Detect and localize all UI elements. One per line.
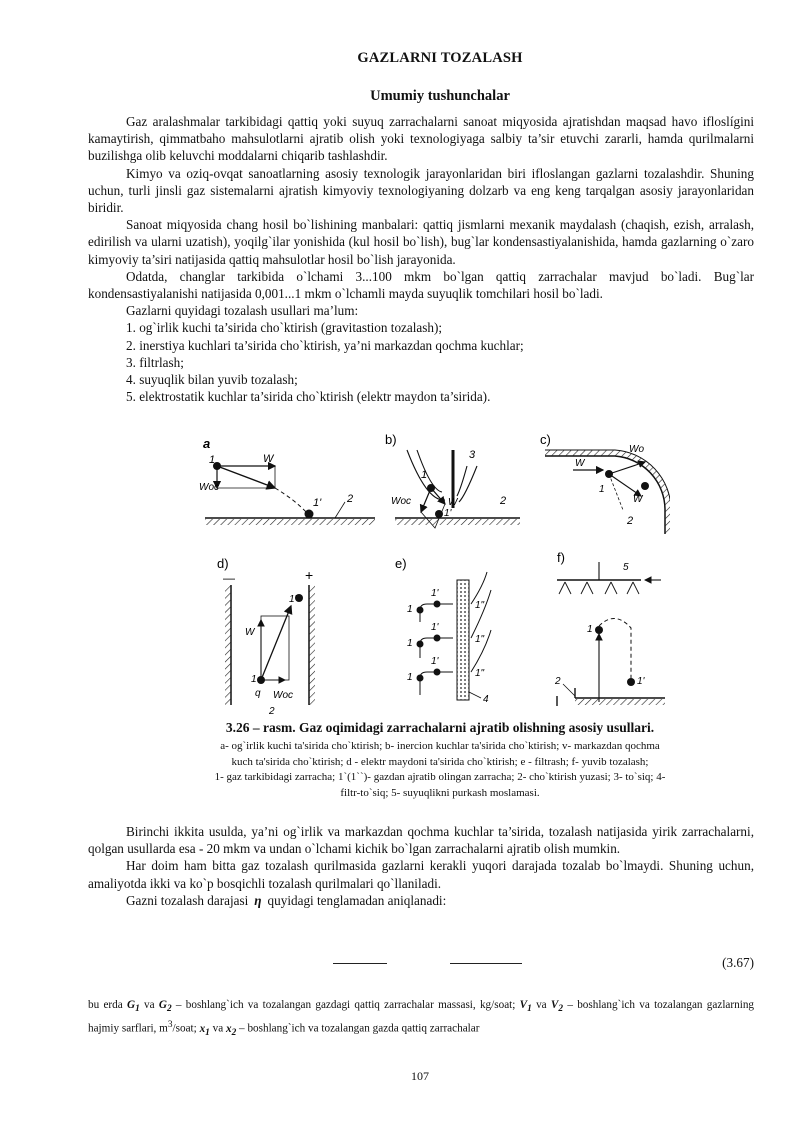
panel-c-centrifugal — [540, 432, 670, 534]
panel-a-gravity — [199, 436, 375, 525]
text: – boshlang`ich va tozalangan gazlarning hajmiy sarflari, m — [88, 999, 755, 1035]
section-title: Umumiy tushunchalar — [370, 88, 510, 104]
intro-text — [88, 113, 754, 405]
paragraph: Sanoat miqyosida chang hosil bo`lishining manbalari: qattiq jismlarni mexanik maydalash (chaqish, ezish, arralash, edirilish va ularni uzatish), yoqilg`ilar yonishida (kul hosil bo`lish), bug`lar kondensastiyalanishida, hamda gazlarning o`zaro kimyoviy ta’siri natijasida qattiq mahsulotlar hosil bo`lish jarayonida. — [88, 217, 754, 267]
fraction-line — [333, 963, 387, 964]
method-item: 1. og`irlik kuchi ta’sirida cho`ktirish (gravitastion tozalash); — [126, 320, 443, 336]
symbol-w: W — [263, 453, 274, 465]
text: va — [209, 1022, 226, 1035]
panel-d-electrostatic — [217, 556, 315, 715]
paragraph: Kimyo va oziq-ovqat sanoatlarning asosiy texnologik jarayonlaridan biri ifloslangan gazlarni tozalashdir. Shuning uchun, turli jinsli gaz sistemalarni ajratish kimyoviy texnologiyaning dolzarb va eng keng tarqalgan asosiy jarayonlaridan biridir. — [88, 165, 754, 216]
variable-definitions — [88, 997, 754, 1041]
var-x2: $x_2$ — [225, 1022, 237, 1039]
panel-e-filtration — [395, 556, 491, 705]
separation-methods-figure — [195, 430, 670, 715]
symbol-1-dprime: 1" — [475, 668, 485, 679]
method-item: 3. filtrlash; — [126, 354, 184, 370]
var-v2: $V_2$ — [550, 999, 564, 1015]
symbol-1-prime: 1' — [289, 594, 297, 605]
text: va — [139, 999, 159, 1011]
figure-caption-title: 3.26 – rasm. Gaz oqimidagi zarrachalarni ajratib olishning asosiy usullari. — [225, 720, 655, 735]
panel-f-wet-scrubbing — [554, 550, 665, 706]
panel-label: a — [203, 436, 211, 451]
symbol-2: 2 — [269, 706, 275, 715]
caption-line: 1- gaz tarkibidagi zarracha; 1`(1``)- gazdan ajratib olingan zarracha; 2- cho`ktirish yuzasi; 3- to`siq; 4- — [214, 771, 666, 784]
var-g2: $G_2$ — [158, 999, 172, 1015]
method-item: 2. inerstiya kuchlari ta’sirida cho`ktirish, ya’ni markazdan qochma kuchlar; — [126, 337, 524, 353]
page-title: GAZLARNI TOZALASH — [357, 50, 523, 66]
caption-line: filtr-to`siq; 5- suyuqlikni purkash moslamasi. — [340, 786, 540, 799]
page-number: 107 — [411, 1069, 429, 1083]
panel-label: f) — [557, 550, 565, 565]
symbol-wo: Wo — [629, 444, 644, 455]
var-x1: $x_1$ — [199, 1022, 210, 1039]
conclusion-text — [88, 823, 754, 909]
symbol-1-prime: 1' — [444, 508, 452, 519]
equation-3-67 — [88, 955, 754, 977]
var-v1: $V_1$ — [519, 999, 532, 1015]
method-item: 5. elektrostatik kuchlar ta’sirida cho`ktirish (elektr maydon ta’sirida). — [126, 389, 491, 405]
panel-label: e) — [395, 556, 407, 571]
symbol-1: 1 — [209, 454, 216, 466]
symbol-2: 2 — [347, 493, 354, 505]
symbol-1-dprime: 1" — [475, 634, 485, 645]
symbol-1-prime: 1' — [431, 656, 439, 667]
symbol-woc: Woc — [199, 482, 219, 493]
eta-symbol: η — [254, 892, 262, 908]
symbol-w: W — [633, 494, 643, 505]
symbol-4: 4 — [483, 694, 489, 705]
symbol-1: 1 — [421, 469, 428, 481]
paragraph: Birinchi ikkita usulda, ya’ni og`irlik va markazdan qochma kuchlar ta’sirida, tozalash natijasida yirik zarrachalarni, qolgan usullarda esa - 20 mkm va undan o`lchami kichik bo`lgan zarrachalarni ajratib olish mumkin. — [88, 824, 754, 857]
symbol-w: W — [448, 497, 458, 508]
symbol-w: W — [245, 627, 255, 638]
symbol-1-prime: 1' — [313, 497, 322, 509]
symbol-1: 1 — [407, 604, 413, 615]
symbol-q: q — [255, 688, 261, 699]
figure-caption-description — [150, 739, 730, 801]
caption-line: kuch ta'sirida cho`ktirish; d - elektr maydoni ta'sirida cho`ktirish; e - filtrash; f- yuvib tozalash; — [231, 755, 649, 768]
symbol-1-prime: 1' — [431, 622, 439, 633]
minus-sign: — — [223, 571, 235, 585]
paragraph: Gazlarni quyidagi tozalash usullari ma’lum: — [126, 303, 359, 319]
superscript: 3 — [167, 1020, 173, 1031]
degree-paragraph — [88, 892, 754, 909]
fraction-line — [450, 963, 522, 964]
text: /soat; — [172, 1022, 200, 1035]
symbol-1: 1 — [407, 672, 413, 683]
symbol-w: W — [575, 458, 585, 469]
symbol-woc: Woc — [391, 496, 411, 507]
symbol-1: 1 — [599, 484, 605, 495]
paragraph: Odatda, changlar tarkibida o`lchami 3...100 mkm bo`lgan qattiq zarrachalar mavjud bo`ladi. Bug`lar kondensastiyalanishi natijasida 0,001...1 mkm o`lchamli mayda suyuqlik tomchilari hosil bo`ladi. — [88, 268, 754, 302]
panel-b-inertial — [385, 432, 520, 528]
symbol-1-prime: 1' — [637, 676, 645, 687]
symbol-2: 2 — [627, 515, 634, 527]
var-g1: $G_1$ — [126, 999, 140, 1015]
text: – boshlang`ich va tozalangan gazda qattiq zarrachalar — [236, 1022, 480, 1035]
paragraph: Gaz aralashmalar tarkibidagi qattiq yoki suyuq zarrachalarni sanoat miqyosida ajratishdan maqsad havo ifloslígini kamaytirish, qimmatbaho mahsulotlarni ajratib olish yoki texnologiyaga salbiy ta’sir etuvchi zararli, hamda qurilmalarni buzilishga olib keluvchi moddalarni chiqarib tashlashdir. — [88, 114, 754, 164]
panel-label: b) — [385, 432, 397, 447]
symbol-1: 1 — [251, 674, 257, 685]
text: va — [531, 999, 551, 1011]
symbol-3: 3 — [469, 449, 476, 461]
text: bu erda — [88, 999, 127, 1011]
paragraph: Har doim ham bitta gaz tozalash qurilmasida gazlarni kerakli yuqori darajada tozalab bo`lmaydi. Shuning uchun, amaliyotda ikki va ko`p bosqichli tozalash qurilmalari qo`llaniladi. — [88, 858, 754, 891]
text: – boshlang`ich va tozalangan gazdagi qattiq zarrachalar massasi, kg/soat; — [171, 999, 520, 1011]
symbol-5: 5 — [623, 562, 629, 573]
symbol-1: 1 — [407, 638, 413, 649]
plus-sign: + — [305, 567, 314, 583]
panel-label: c) — [540, 432, 551, 447]
degree-text-before: Gazni tozalash darajasi — [126, 892, 249, 908]
symbol-1: 1 — [587, 624, 593, 635]
symbol-2: 2 — [500, 495, 507, 507]
equation-number: (3.67) — [722, 955, 754, 970]
symbol-2: 2 — [555, 676, 561, 687]
symbol-1-dprime: 1" — [475, 600, 485, 611]
symbol-woc: Woc — [273, 690, 293, 701]
degree-text-after: quyidagi tenglamadan aniqlanadi: — [267, 892, 447, 908]
symbol-1-prime: 1' — [431, 588, 439, 599]
caption-line: a- og`irlik kuchi ta'sirida cho`ktirish; b- inercion kuchlar ta'sirida cho`ktirish; v- markazdan qochma — [220, 740, 660, 752]
method-item: 4. suyuqlik bilan yuvib tozalash; — [126, 372, 298, 388]
panel-label: d) — [217, 556, 229, 571]
